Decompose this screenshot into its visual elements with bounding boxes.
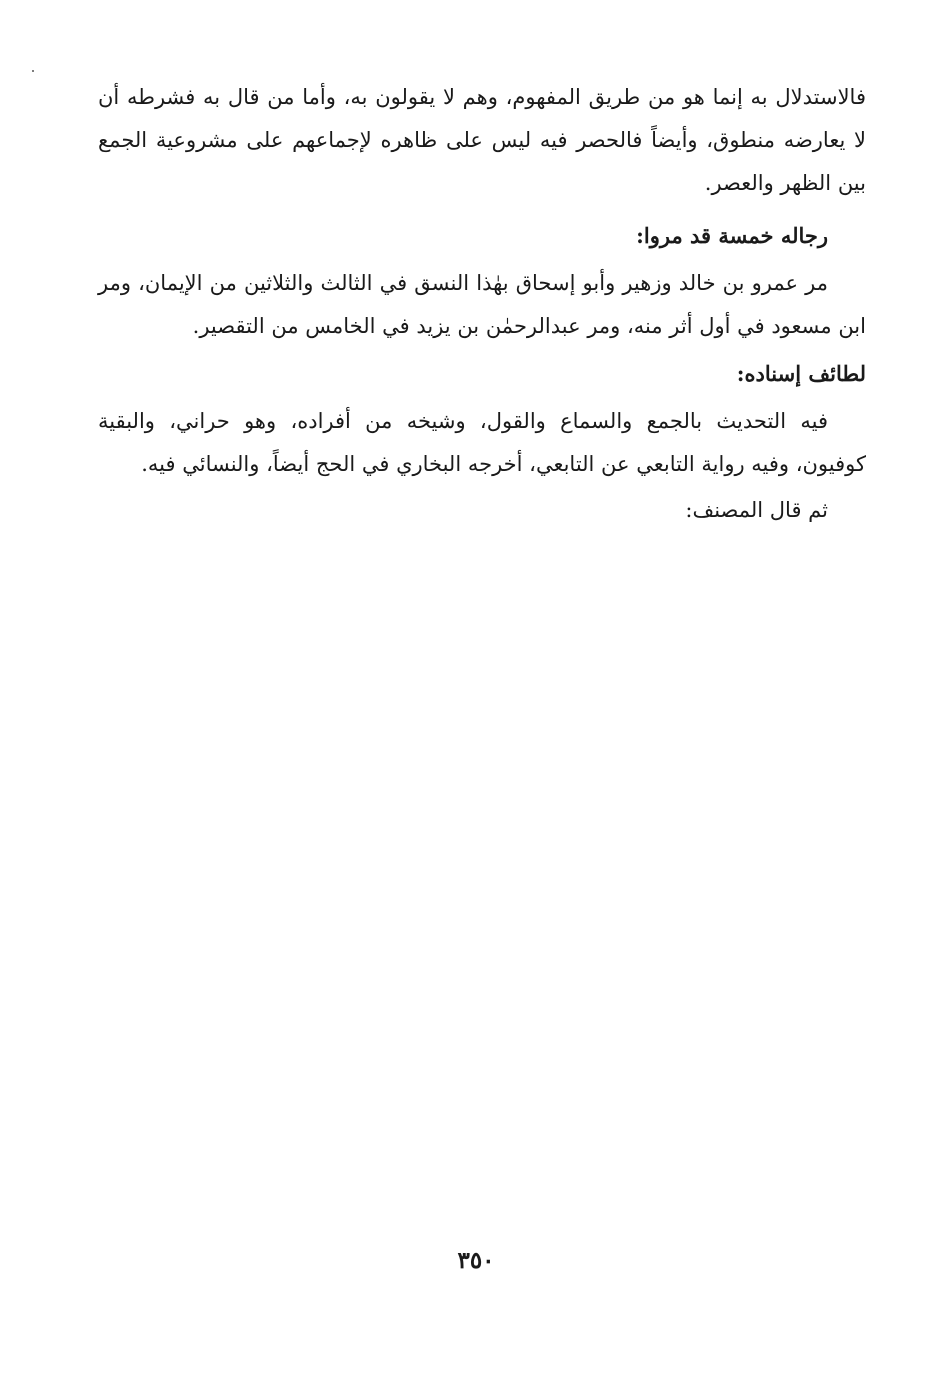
- scan-speck: [32, 70, 34, 72]
- narrators-paragraph: مر عمرو بن خالد وزهير وأبو إسحاق بهٰذا النسق في الثالث والثلاثين من الإيمان، ومر ابن مسعود في أول أثر منه، ومر عبدالرحمٰن بن يزيد في الخامس من التقصير.: [98, 271, 866, 338]
- subtleties-paragraph: فيه التحديث بالجمع والسماع والقول، وشيخه من أفراده، وهو حراني، والبقية كوفيون، وفيه رواية التابعي عن التابعي، أخرجه البخاري في الحج أيضاً، والنسائي فيه.: [98, 409, 866, 476]
- page-number: ٣٥٠: [457, 1247, 495, 1274]
- intro-paragraph: فالاستدلال به إنما هو من طريق المفهوم، وهم لا يقولون به، وأما من قال به فشرطه أن لا يعارضه منطوق، وأيضاً فالحصر فيه ليس على ظاهره لإجماعهم على مشروعية الجمع بين الظهر والعصر.: [98, 85, 866, 195]
- narrators-heading: رجاله خمسة قد مروا:: [636, 223, 828, 248]
- closing-line: ثم قال المصنف:: [685, 498, 828, 522]
- subtleties-heading: لطائف إسناده:: [736, 361, 866, 386]
